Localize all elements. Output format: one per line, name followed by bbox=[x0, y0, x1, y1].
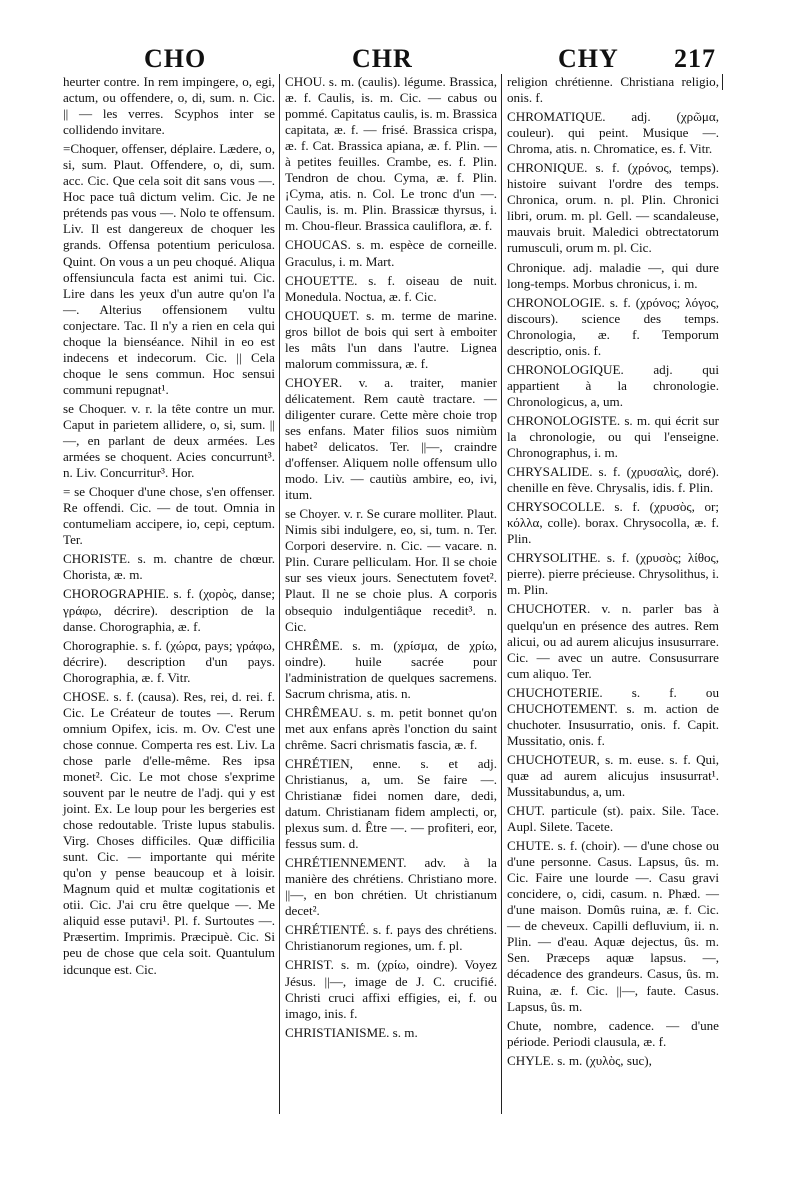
dictionary-entry: CHRYSOLITHE. s. f. (χρυσὸς; λίθος, pierre). pierre précieuse. Chrysolithus, i. m. Plin. bbox=[507, 550, 719, 598]
dictionary-entry: CHRONOLOGISTE. s. m. qui écrit sur la chronologie, ou qui l'enseigne. Chronographus, i. m. bbox=[507, 412, 719, 461]
dictionary-entry: CHRÉTIENTÉ. s. f. pays des chrétiens. Christianorum regiones, um. f. pl. bbox=[285, 922, 497, 954]
dictionary-entry: CHUTE. s. f. (choir). — d'une chose ou d'une personne. Casus. Lapsus, ûs. m. Cic. Faire une lourde —. Casu gravi concidere, o, cidi, casum. n. Phæd. — d'une maison. Domûs ruina, æ. f. Cic. — de cheveux. Capilli defluvium, ii. n. Plin. — d'eau. Aquæ dejectus, ûs. m. Sen. Præceps aquæ lapsus. —, décadence des grandeurs. Casus, ûs. m. Ruina, æ. f. Cic. ||—, faute. Casus. Lapsus, ûs. m. bbox=[507, 838, 719, 1014]
dictionary-entry: se Choyer. v. r. Se curare molliter. Plaut. Nimis sibi indulgere, eo, si, tum. n. Ter. Corpori deservire. n. Cic. — vacare. n. Plin. Curare pelliculam. Hor. Il se choie sur ses vieux jours. Senectutem fovet². Plaut. Il ne se choie plus. A corporis obsequio indulgentiâque recedit³. n. Cic. bbox=[285, 506, 497, 634]
dictionary-entry: CHRYSOCOLLE. s. f. (χρυσὸς, or; κόλλα, colle). borax. Chrysocolla, æ. f. Plin. bbox=[507, 499, 719, 547]
dictionary-entry: CHOUCAS. s. m. espèce de corneille. Graculus, i. m. Mart. bbox=[285, 237, 497, 269]
column-divider bbox=[501, 74, 502, 1114]
dictionary-entry: Chorographie. s. f. (χώρα, pays; γράφω, décrire). description d'un pays. Chorographia, æ. f. Vitr. bbox=[63, 637, 275, 685]
column-divider bbox=[722, 74, 723, 90]
page-number: 217 bbox=[674, 44, 716, 73]
dictionary-entry: CHRONOLOGIQUE. adj. qui appartient à la chronologie. Chronologicus, a, um. bbox=[507, 361, 719, 409]
dictionary-entry: heurter contre. In rem impingere, o, egi, actum, ou offendere, o, di, sum. n. Cic. || — les verres. Scyphos inter se collidendo invitare. bbox=[63, 74, 275, 138]
dictionary-entry: CHOSE. s. f. (causa). Res, rei, d. rei. f. Cic. Le Créateur de toutes —. Rerum omnium Opifex, icis. m. Ov. C'est une chose connue. Comperta res est. Liv. La chose parle d'elle-même. Res ipsa monet². Cic. Le mot chose s'exprime souvent par le neutre de l'adj. qui y est joint. Ex. Le loup pour les bergeries est chose redoutable. Triste lupus stabulis. Virg. Choses difficiles. Quæ difficilia sunt. Cic. — importante qui mérite qu'on y pense beaucoup et à loisir. Magnum quid et multæ cogitationis et otii. Cic. J'ai cru être quelque —. Me aliquid esse putavi¹. Pl. f. Surtoutes —. Præsertim. Imprimis. Præcipuè. Cic. Si peu de chose que cela soit. Quantulum idcunque est. Cic. bbox=[63, 688, 275, 977]
dictionary-entry: CHROMATIQUE. adj. (χρῶμα, couleur). qui peint. Musique —. Chroma, atis. n. Chromatice, es. f. Vitr. bbox=[507, 109, 719, 157]
dictionary-entry: CHRÉTIEN, enne. s. et adj. Christianus, a, um. Se faire —. Christianæ fidei nomen dare, dedi, datum. Christianam fidem amplecti, or, plexus sum. d. Être —. — profiteri, eor, fessus sum. d. bbox=[285, 755, 497, 852]
dictionary-entry: se Choquer. v. r. la tête contre un mur. Caput in parietem allidere, o, si, sum. || —, en parlant de deux armées. Les armées se choquent. Acies concurrunt³. n. Liv. Concurritur³. Hor. bbox=[63, 400, 275, 481]
dictionary-entry: CHYLE. s. m. (χυλὸς, suc), bbox=[507, 1052, 652, 1068]
dictionary-entry: religion chrétienne. Christiana religio, onis. f. bbox=[507, 74, 719, 106]
dictionary-entry: CHRÊMEAU. s. m. petit bonnet qu'on met aux enfans après l'onction du saint chrême. Sacri chrismatis fascia, æ. f. bbox=[285, 704, 497, 752]
dictionary-entry: CHUT. particule (st). paix. Sile. Tace. Aupl. Silete. Tacete. bbox=[507, 803, 719, 835]
page-header bbox=[62, 44, 722, 78]
dictionary-entry: Chronique. adj. maladie —, qui dure long-temps. Morbus chronicus, i. m. bbox=[507, 259, 719, 291]
dictionary-entry: CHRÉTIENNEMENT. adv. à la manière des chrétiens. Christiano more. ||—, en bon chrétien. Ut christianum decet². bbox=[285, 855, 497, 919]
dictionary-entry: CHUCHOTERIE. s. f. ou CHUCHOTEMENT. s. m. action de chuchoter. Insusurratio, onis. f. Capit. Mussitatio, onis. f. bbox=[507, 684, 719, 748]
dictionary-entry: CHRÊME. s. m. (χρίσμα, de χρίω, oindre). huile sacrée pour l'administration de quelques sacremens. Sacrum chrisma, atis. n. bbox=[285, 637, 497, 701]
dictionary-entry: CHUCHOTER. v. n. parler bas à quelqu'un en présence des autres. Rem alicui, ou ad aurem alicujus insusurrare. Cic. — avec un autre. Consusurrare cum aliquo. Ter. bbox=[507, 601, 719, 681]
header-middle-guideword: CHR bbox=[352, 44, 413, 73]
dictionary-entry: CHOYER. v. a. traiter, manier délicatement. Rem cautè tractare. — diligenter curare. Cette mère choie trop ses enfans. Mater filios suos nimiùm habet² delicatos. Ter. ||—, craindre d'offenser. Aliquem nolle offensum ullo modo. Liv. — cautiùs ambire, eo, ivi, itum. bbox=[285, 374, 497, 503]
dictionary-entry: CHOUETTE. s. f. oiseau de nuit. Monedula. Noctua, æ. f. Cic. bbox=[285, 272, 497, 304]
dictionary-entry: CHRISTIANISME. s. m. bbox=[285, 1024, 418, 1040]
dictionary-entry: Chute, nombre, cadence. — d'une période. Periodi clausula, æ. f. bbox=[507, 1017, 719, 1049]
dictionary-entry: = se Choquer d'une chose, s'en offenser. Re offendi. Cic. — de tout. Omnia in contumeliam accipere, io, cepi, ceptum. Ter. bbox=[63, 484, 275, 548]
dictionary-entry: CHOUQUET. s. m. terme de marine. gros billot de bois qui sert à emboiter les mâts l'un dans l'autre. Lignea malorum commissura, æ. f. bbox=[285, 307, 497, 371]
header-left-guideword: CHO bbox=[144, 44, 207, 73]
column-divider bbox=[279, 74, 280, 1114]
dictionary-entry: CHRONIQUE. s. f. (χρόνος, temps). histoire suivant l'ordre des temps. Chronica, orum. n. pl. Plin. Chronici libri, orum. m. pl. Gell. — scandaleuse, mauvais bruit. Maledici obtrectatorum rumusculi, orum m. pl. Cic. bbox=[507, 160, 719, 256]
header-right-guideword: CHY bbox=[558, 44, 619, 73]
column-middle bbox=[285, 74, 497, 1041]
dictionary-entry: CHRONOLOGIE. s. f. (χρόνος; λόγος, discours). science des temps. Chronologia, æ. f. Temporum descriptio, onis. f. bbox=[507, 294, 719, 358]
dictionary-entry: CHORISTE. s. m. chantre de chœur. Chorista, æ. m. bbox=[63, 551, 275, 583]
dictionary-entry: CHOU. s. m. (caulis). légume. Brassica, æ. f. Caulis, is. m. Cic. — cabus ou pommé. Capitatus caulis, is. m. Brassica capitata, æ. f. — frisé. Brassica crispa, æ. f. Cat. Brassica apiana, æ. f. Plin. — à petites feuilles. Crambe, es. f. Plin. Tendron de chou. Cyma, æ. f. Plin. ¡Cyma, atis. n. Col. Le tronc d'un —. Caulis, is. m. Plin. Brassicæ thyrsus, i. m. Chou-fleur. Brassica cauliflora, æ. f. bbox=[285, 74, 498, 234]
dictionary-entry: CHUCHOTEUR, s. m. euse. s. f. Qui, quæ ad aurem alicujus insusurrat¹. Mussitabundus, a, um. bbox=[507, 751, 719, 799]
dictionary-entry: =Choquer, offenser, déplaire. Lædere, o, si, sum. Plaut. Offendere, o, di, sum. acc. Cic. Que cela soit dit sans vous —. Hoc pace tuâ dictum velim. Cic. Je ne prétends pas vous —. Nolo te offensum. Liv. Il est dangereux de choquer les grands. Offensa potentium periculosa. Quint. On vous a un peu choqué. Aliqua offensiuncula facta est animi tui. Cic. Lire dans les yeux d'un autre qu'on l'a —. Alterius offensionem vultu conjectare. Tac. Il n'y a rien en cela qui choque la bienséance. Nihil in eo est indecens et indecorum. Cic. || Cela choque le sens commun. Hoc sensui communi repugnat¹. bbox=[63, 141, 275, 397]
dictionary-entry: CHRYSALIDE. s. f. (χρυσαλὶς, doré). chenille en fève. Chrysalis, idis. f. Plin. bbox=[507, 464, 719, 496]
dictionary-entry: CHOROGRAPHIE. s. f. (χορὸς, danse; γράφω, décrire). description de la danse. Chorographia, æ. f. bbox=[63, 586, 275, 634]
column-left bbox=[63, 74, 275, 978]
column-right bbox=[507, 74, 719, 1069]
dictionary-entry: CHRIST. s. m. (χρίω, oindre). Voyez Jésus. ||—, image de J. C. crucifié. Christi cruci affixi effigies, ei, f. ou imago, inis. f. bbox=[285, 957, 497, 1021]
